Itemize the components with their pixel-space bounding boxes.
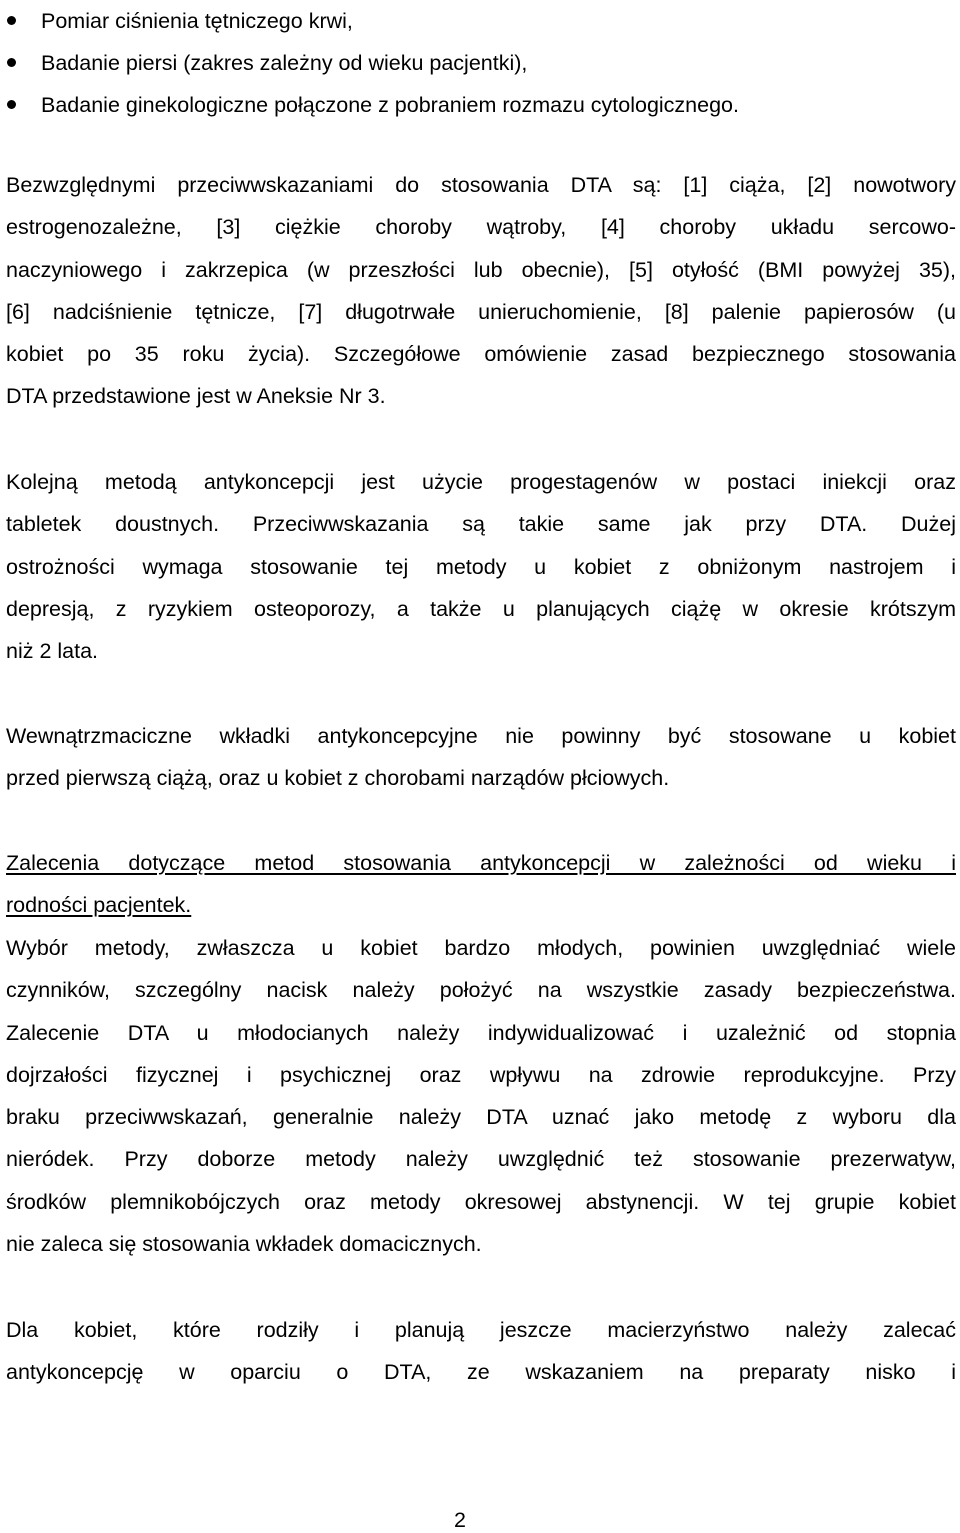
- text-line: braku przeciwwskazań, generalnie należy DTA uznać jako metodę z wyboru dla: [6, 1105, 956, 1130]
- text-line: antykoncepcję w oparciu o DTA, ze wskazaniem na preparaty nisko i: [6, 1360, 956, 1385]
- text-line: nie zaleca się stosowania wkładek domacicznych.: [6, 1232, 482, 1257]
- text-line: Dla kobiet, które rodziły i planują jeszcze macierzyństwo należy zalecać: [6, 1318, 956, 1342]
- heading-line: Zalecenia dotyczące metod stosowania antykoncepcji w zależności od wieku i: [6, 851, 956, 875]
- text-line: przed pierwszą ciążą, oraz u kobiet z chorobami narządów płciowych.: [6, 766, 670, 791]
- list-item: Badanie piersi (zakres zależny od wieku pacjentki),: [6, 42, 946, 84]
- text-line: depresją, z ryzykiem osteoporozy, a także u planujących ciążę w okresie krótszym: [6, 596, 956, 621]
- list-item: Pomiar ciśnienia tętniczego krwi,: [6, 0, 946, 42]
- text-line: kobiet po 35 roku życia). Szczegółowe omówienie zasad bezpiecznego stosowania: [6, 342, 956, 367]
- text-line: naczyniowego i zakrzepica (w przeszłości lub obecnie), [5] otyłość (BMI powyżej 35),: [6, 257, 956, 282]
- text-line: środków plemnikobójczych oraz metody okresowej abstynencji. W tej grupie kobiet: [6, 1189, 956, 1214]
- list-item: Badanie ginekologiczne połączone z pobraniem rozmazu cytologicznego.: [6, 84, 946, 126]
- text-line: niż 2 lata.: [6, 639, 99, 664]
- text-line: Wewnątrzmaciczne wkładki antykoncepcyjne nie powinny być stosowane u kobiet: [6, 724, 956, 748]
- text-line: tabletek doustnych. Przeciwwskazania są takie same jak przy DTA. Dużej: [6, 512, 956, 537]
- bullet-icon: [7, 100, 16, 109]
- text-line: [6] nadciśnienie tętnicze, [7] długotrwałe unieruchomienie, [8] palenie papierosów (u: [6, 299, 956, 324]
- text-line: ostrożności wymaga stosowanie tej metody u kobiet z obniżonym nastrojem i: [6, 554, 956, 579]
- text-line: dojrzałości fizycznej i psychicznej oraz wpływu na zdrowie reprodukcyjne. Przy: [6, 1062, 956, 1087]
- text-line: Kolejną metodą antykoncepcji jest użycie progestagenów w postaci iniekcji oraz: [6, 470, 956, 494]
- text-line: Bezwzględnymi przeciwwskazaniami do stosowania DTA są: [1] ciąża, [2] nowotwory: [6, 173, 956, 197]
- bullet-icon: [7, 58, 16, 67]
- bullet-icon: [7, 16, 16, 25]
- paragraph-method-choice: [6, 927, 956, 1265]
- text-line: czynników, szczególny nacisk należy położyć na wszystkie zasady bezpieczeństwa.: [6, 978, 956, 1003]
- text-line: nieródek. Przy doborze metody należy uwzględnić też stosowanie prezerwatyw,: [6, 1147, 956, 1172]
- paragraph-parous-women: [6, 1309, 956, 1394]
- text-line: estrogenozależne, [3] ciężkie choroby wątroby, [4] choroby układu sercowo-: [6, 215, 956, 240]
- text-line: DTA przedstawione jest w Aneksie Nr 3.: [6, 384, 386, 409]
- text-line: Wybór metody, zwłaszcza u kobiet bardzo młodych, powinien uwzględniać wiele: [6, 936, 956, 960]
- page-number: 2: [454, 1508, 466, 1532]
- paragraph-contraindications: [6, 164, 956, 418]
- paragraph-iud: [6, 715, 956, 800]
- paragraph-progestagens: [6, 461, 956, 672]
- section-heading: [6, 842, 956, 927]
- text-line: Zalecenie DTA u młodocianych należy indywidualizować i uzależnić od stopnia: [6, 1020, 956, 1045]
- bullet-list: [6, 0, 946, 126]
- heading-line: rodności pacjentek.: [6, 893, 192, 918]
